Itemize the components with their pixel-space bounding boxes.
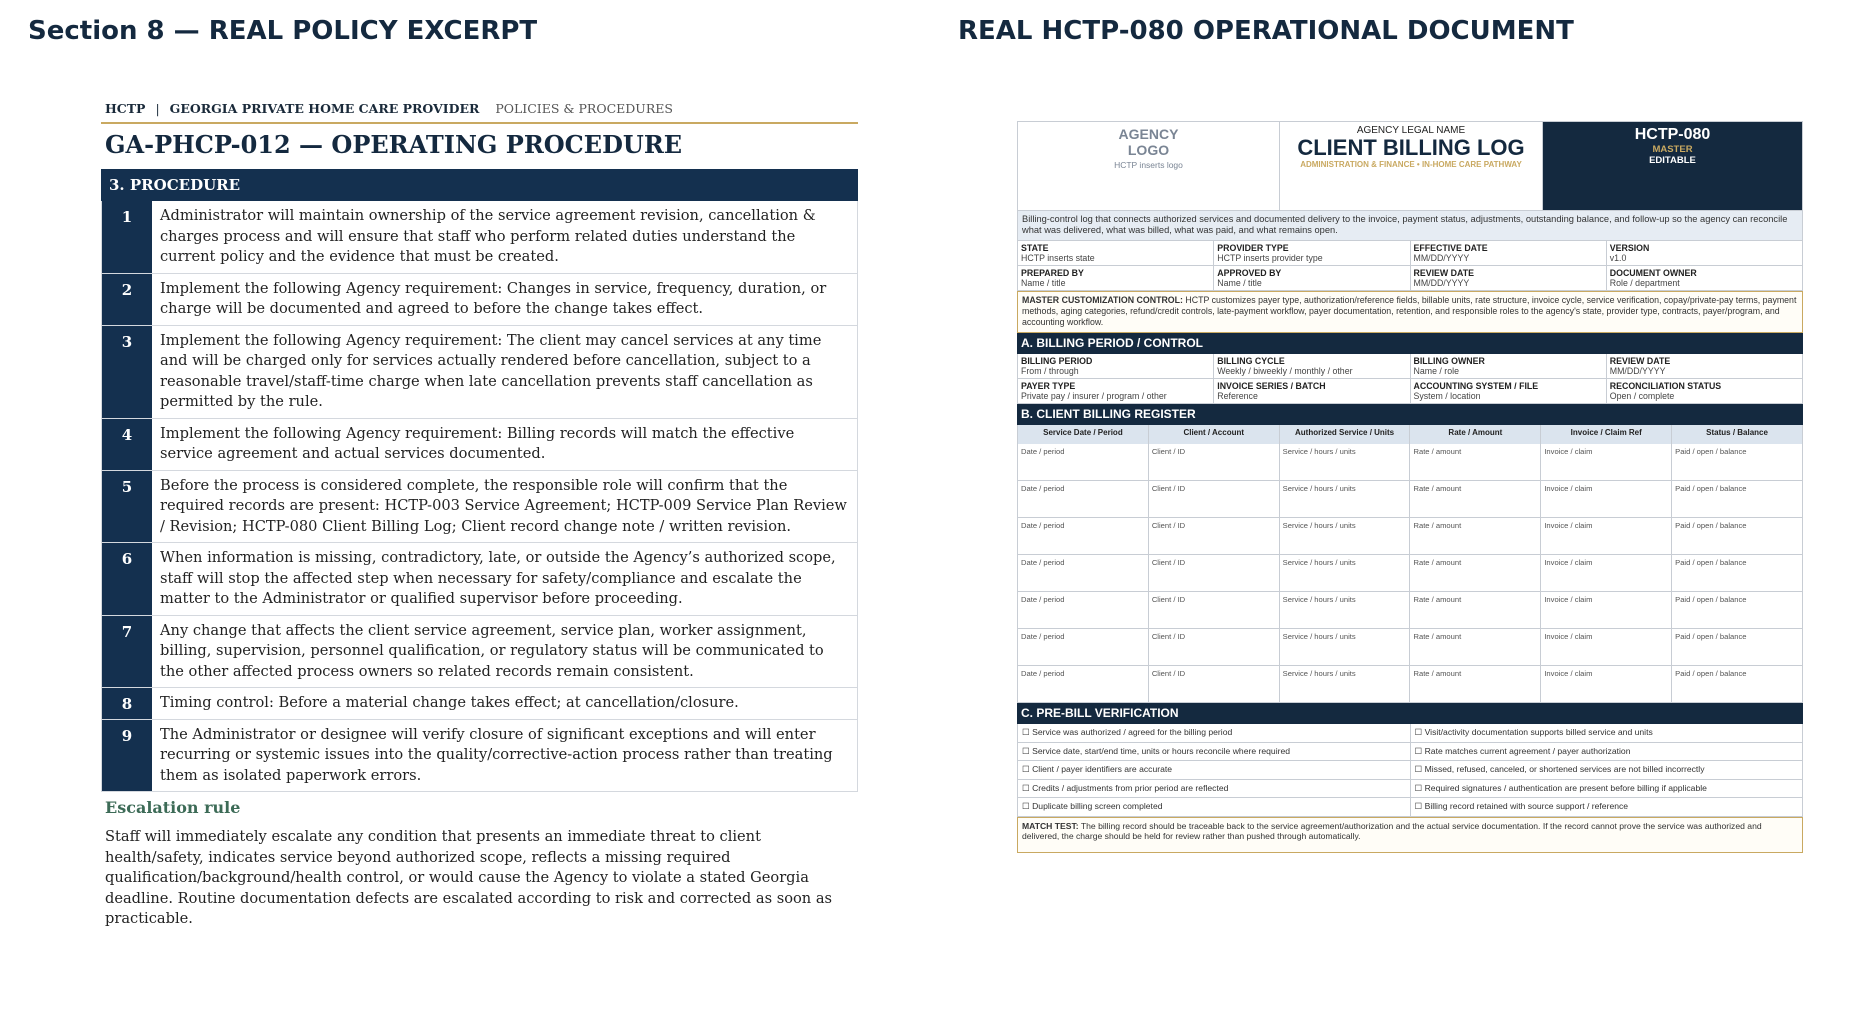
field-value[interactable]: Name / title (1021, 278, 1066, 288)
procedure-step (102, 471, 857, 544)
field-value[interactable]: From / through (1021, 366, 1079, 376)
step-text: Implement the following Agency requirement: Changes in service, frequency, duration, or charge will be documented and agreed to before the change takes effect. (160, 279, 827, 317)
form-field[interactable] (1411, 266, 1607, 291)
logo-subtext: HCTP inserts logo (1114, 160, 1183, 170)
header-separator: | (155, 101, 160, 116)
register-cell[interactable]: Paid / open / balance (1672, 481, 1803, 518)
meta-row-1 (1017, 241, 1803, 266)
field-value[interactable]: Weekly / biweekly / monthly / other (1217, 366, 1353, 376)
register-row (1017, 629, 1803, 666)
step-text: Before the process is considered complete, the responsible role will confirm that the required records are present: HCTP-003 Service Agreement; HCTP-009 Service Plan Review / Revision; HCTP-080 Client Billing Log; Client record change note / written revision. (160, 476, 847, 535)
field-label: VERSION (1609, 243, 1650, 253)
field-label: DOCUMENT OWNER (1609, 268, 1697, 278)
register-cell[interactable]: Date / period (1018, 481, 1149, 518)
register-cell[interactable]: Client / ID (1149, 629, 1280, 666)
step-text: Administrator will maintain ownership of the service agreement revision, cancellation & charges process and will ensure that staff who perform related duties understand the current policy and the evidence that must be created. (160, 207, 816, 265)
register-cell[interactable]: Client / ID (1149, 444, 1280, 481)
register-column-header: Status / Balance (1672, 425, 1803, 444)
register-cell[interactable]: Service / hours / units (1280, 481, 1411, 518)
register-cell[interactable]: Paid / open / balance (1672, 592, 1803, 629)
form-title: CLIENT BILLING LOG (1297, 135, 1525, 160)
register-cell[interactable]: Rate / amount (1410, 518, 1541, 555)
master-text: HCTP customizes payer type, authorization/reference fields, billable units, rate structure, invoice cycle, service verification, copay/private-pay terms, payment methods, aging categories, refund/credit controls, late-payment workflow, payer documentation, retention, and responsible roles to the agency's state, provider type, contracts, payer/program, and accounting workflow. (1022, 295, 1797, 327)
register-cell[interactable]: Client / ID (1149, 555, 1280, 592)
register-column-header: Client / Account (1149, 425, 1280, 444)
register-cell[interactable]: Date / period (1018, 518, 1149, 555)
form-title-box (1280, 122, 1543, 210)
form-field[interactable] (1607, 379, 1803, 404)
form-field[interactable] (1214, 241, 1410, 266)
field-value[interactable]: MM/DD/YYYY (1609, 366, 1666, 376)
form-field[interactable] (1607, 241, 1803, 266)
field-label: PROVIDER TYPE (1217, 243, 1289, 253)
field-label: INVOICE SERIES / BATCH (1217, 381, 1326, 391)
field-label: BILLING CYCLE (1217, 356, 1285, 366)
checklist-item[interactable]: ☐ Missed, refused, canceled, or shortened services are not billed incorrectly (1411, 761, 1804, 780)
step-number: 7 (102, 616, 152, 688)
field-value[interactable]: HCTP inserts provider type (1217, 253, 1323, 263)
master-label: MASTER CUSTOMIZATION CONTROL: (1022, 295, 1183, 305)
field-value[interactable]: Name / role (1413, 366, 1459, 376)
form-field[interactable] (1607, 354, 1803, 379)
meta-row-2 (1017, 266, 1803, 291)
logo-text-1: AGENCY (1118, 126, 1179, 142)
register-cell[interactable]: Date / period (1018, 666, 1149, 703)
form-field[interactable] (1018, 379, 1214, 404)
register-row (1017, 592, 1803, 629)
step-text: Implement the following Agency requirement: The client may cancel services at any time and will be charged only for services actually rendered before cancellation, subject to a reasonable travel/staff-time charge when late cancellation prevents staff cancellation as permitted by the rule. (160, 331, 822, 410)
checklist-item[interactable]: ☐ Service date, start/end time, units or hours reconcile where required (1018, 743, 1411, 762)
step-number: 3 (102, 326, 152, 418)
billing-log-form (1017, 121, 1803, 853)
checklist-item[interactable]: ☐ Billing record retained with source support / reference (1411, 798, 1804, 817)
register-column-header: Rate / Amount (1410, 425, 1541, 444)
section-b-heading: B. CLIENT BILLING REGISTER (1017, 404, 1803, 425)
escalation-text: Staff will immediately escalate any condition that presents an immediate threat to client health/safety, indicates service beyond authorized scope, reflects a missing required qualification/background/health control, or would cause the Agency to violate a stated Georgia deadline. Routine documentation defects are escalated according to risk and corrected as soon as practicable. (105, 828, 833, 927)
checklist-item[interactable]: ☐ Duplicate billing screen completed (1018, 798, 1411, 817)
register-cell[interactable]: Rate / amount (1410, 555, 1541, 592)
register-cell[interactable]: Rate / amount (1410, 629, 1541, 666)
procedure-step (102, 688, 857, 720)
checklist-item[interactable]: ☐ Client / payer identifiers are accurate (1018, 761, 1411, 780)
header-org: HCTP (105, 101, 146, 116)
procedure-step (102, 543, 857, 616)
register-row (1017, 666, 1803, 703)
checklist-left-column (1018, 724, 1411, 817)
pre-bill-checklist (1017, 724, 1803, 817)
agency-logo-box (1018, 122, 1280, 210)
register-cell[interactable]: Invoice / claim (1541, 666, 1672, 703)
procedure-step (102, 419, 857, 471)
register-cell[interactable]: Paid / open / balance (1672, 518, 1803, 555)
step-text: Implement the following Agency requirement: Billing records will match the effective service agreement and actual services documented. (160, 424, 795, 462)
form-field[interactable] (1214, 379, 1410, 404)
step-text: When information is missing, contradictory, late, or outside the Agency’s authorized scope, staff will stop the affected step when necessary for safety/compliance and escalate the matter to the Administrator or qualified supervisor before proceeding. (160, 549, 836, 607)
register-row (1017, 444, 1803, 481)
register-cell[interactable]: Service / hours / units (1280, 444, 1411, 481)
field-label: ACCOUNTING SYSTEM / FILE (1413, 381, 1539, 391)
form-field[interactable] (1018, 266, 1214, 291)
match-test (1017, 817, 1803, 853)
step-text: Timing control: Before a material change takes effect; at cancellation/closure. (160, 694, 739, 711)
section-a-heading: A. BILLING PERIOD / CONTROL (1017, 333, 1803, 354)
field-label: PAYER TYPE (1021, 381, 1076, 391)
step-text: Any change that affects the client service agreement, service plan, worker assignment, billing, supervision, personnel qualification, or regulatory status will be communicated to the other affected process owners so related records remain consistent. (160, 621, 824, 680)
header-section: POLICIES & PROCEDURES (495, 101, 673, 116)
form-editable-label: EDITABLE (1649, 155, 1696, 166)
policy-excerpt (101, 97, 858, 930)
step-number: 4 (102, 419, 152, 470)
match-label: MATCH TEST: (1022, 820, 1079, 831)
field-label: BILLING PERIOD (1021, 356, 1093, 366)
step-number: 6 (102, 543, 152, 615)
field-value[interactable]: Name / title (1217, 278, 1262, 288)
agency-legal-name-label: AGENCY LEGAL NAME (1356, 125, 1466, 136)
form-field[interactable] (1411, 241, 1607, 266)
register-cell[interactable]: Invoice / claim (1541, 518, 1672, 555)
field-value[interactable]: System / location (1413, 391, 1481, 401)
section-c-heading: C. PRE-BILL VERIFICATION (1017, 703, 1803, 724)
register-cell[interactable]: Client / ID (1149, 518, 1280, 555)
checklist-right-column (1411, 724, 1804, 817)
register-cell[interactable]: Service / hours / units (1280, 592, 1411, 629)
policy-title: GA-PHCP-012 — OPERATING PROCEDURE (105, 130, 683, 159)
form-code-box (1543, 122, 1802, 210)
register-header (1017, 425, 1803, 444)
header-provider: GEORGIA PRIVATE HOME CARE PROVIDER (169, 101, 480, 116)
register-cell[interactable]: Paid / open / balance (1672, 666, 1803, 703)
register-cell[interactable]: Paid / open / balance (1672, 444, 1803, 481)
field-label: PREPARED BY (1021, 268, 1084, 278)
field-label: APPROVED BY (1217, 268, 1282, 278)
procedure-step (102, 616, 857, 689)
register-cell[interactable]: Date / period (1018, 592, 1149, 629)
field-label: STATE (1021, 243, 1049, 253)
policy-header (101, 97, 858, 124)
register-cell[interactable]: Client / ID (1149, 592, 1280, 629)
register-cell[interactable]: Invoice / claim (1541, 592, 1672, 629)
escalation-heading: Escalation rule (105, 798, 241, 817)
field-value[interactable]: HCTP inserts state (1021, 253, 1095, 263)
field-label: EFFECTIVE DATE (1413, 243, 1488, 253)
form-code: HCTP-080 (1634, 126, 1711, 143)
form-field[interactable] (1411, 379, 1607, 404)
checklist-item[interactable]: ☐ Service was authorized / agreed for the billing period (1018, 724, 1411, 743)
field-label: REVIEW DATE (1609, 356, 1671, 366)
register-row (1017, 481, 1803, 518)
register-row (1017, 555, 1803, 592)
procedure-step (102, 274, 857, 326)
register-cell[interactable]: Invoice / claim (1541, 481, 1672, 518)
form-header (1017, 121, 1803, 211)
register-cell[interactable]: Client / ID (1149, 666, 1280, 703)
register-cell[interactable]: Paid / open / balance (1672, 629, 1803, 666)
procedure-heading: 3. PROCEDURE (101, 169, 858, 201)
procedure-step (102, 326, 857, 419)
field-value[interactable]: MM/DD/YYYY (1413, 278, 1470, 288)
right-section-title: REAL HCTP-080 OPERATIONAL DOCUMENT (958, 16, 1574, 46)
register-row (1017, 518, 1803, 555)
form-field[interactable] (1018, 354, 1214, 379)
left-section-title: Section 8 — REAL POLICY EXCERPT (28, 16, 538, 46)
field-value[interactable]: Role / department (1609, 278, 1680, 288)
form-intro: Billing-control log that connects authorized services and documented delivery to the invoice, payment status, adjustments, outstanding balance, and follow-up so the agency can reconcile what was delivered, what was billed, what was paid, and what remains open. (1017, 211, 1803, 241)
checklist-item[interactable]: ☐ Required signatures / authentication are present before billing if applicable (1411, 780, 1804, 799)
procedure-steps (101, 201, 858, 792)
step-text: The Administrator or designee will verify closure of significant exceptions and will enter recurring or systemic issues into the quality/corrective-action process rather than treating them as isolated paperwork errors. (160, 725, 833, 784)
step-number: 2 (102, 274, 152, 325)
form-field[interactable] (1214, 266, 1410, 291)
form-field[interactable] (1214, 354, 1410, 379)
register-cell[interactable]: Invoice / claim (1541, 629, 1672, 666)
field-label: BILLING OWNER (1413, 356, 1485, 366)
register-cell[interactable]: Rate / amount (1410, 666, 1541, 703)
register-cell[interactable]: Rate / amount (1410, 592, 1541, 629)
register-body (1017, 444, 1803, 703)
field-value[interactable]: MM/DD/YYYY (1413, 253, 1470, 263)
step-number: 8 (102, 688, 152, 719)
register-cell[interactable]: Client / ID (1149, 481, 1280, 518)
form-subtitle: ADMINISTRATION & FINANCE • IN-HOME CARE PATHWAY (1300, 160, 1522, 169)
checklist-item[interactable]: ☐ Visit/activity documentation supports billed service and units (1411, 724, 1804, 743)
step-number: 1 (102, 201, 152, 273)
register-cell[interactable]: Date / period (1018, 555, 1149, 592)
field-label: REVIEW DATE (1413, 268, 1474, 278)
checklist-item[interactable]: ☐ Rate matches current agreement / payer authorization (1411, 743, 1804, 762)
field-value[interactable]: Open / complete (1609, 391, 1675, 401)
register-cell[interactable]: Service / hours / units (1280, 518, 1411, 555)
register-cell[interactable]: Paid / open / balance (1672, 555, 1803, 592)
field-value[interactable]: v1.0 (1609, 253, 1627, 263)
form-master-label: MASTER (1652, 144, 1693, 155)
billing-control-row-1 (1017, 354, 1803, 379)
register-column-header: Authorized Service / Units (1280, 425, 1411, 444)
register-cell[interactable]: Rate / amount (1410, 444, 1541, 481)
field-value[interactable]: Private pay / insurer / program / other (1021, 391, 1167, 401)
match-text: The billing record should be traceable back to the service agreement/authorization and the actual service documentation. If the record cannot prove the service was authorized and delivered, the charge should be held for review rather than pushed through automatically. (1022, 820, 1762, 841)
field-value[interactable]: Reference (1217, 391, 1258, 401)
register-cell[interactable]: Invoice / claim (1541, 444, 1672, 481)
master-customization-control (1017, 291, 1803, 333)
form-field[interactable] (1411, 354, 1607, 379)
logo-text-2: LOGO (1127, 142, 1170, 158)
step-number: 5 (102, 471, 152, 543)
register-cell[interactable]: Service / hours / units (1280, 555, 1411, 592)
register-cell[interactable]: Service / hours / units (1280, 629, 1411, 666)
register-cell[interactable]: Service / hours / units (1280, 666, 1411, 703)
procedure-step (102, 720, 857, 793)
register-column-header: Service Date / Period (1018, 425, 1149, 444)
field-label: RECONCILIATION STATUS (1609, 381, 1722, 391)
register-cell[interactable]: Date / period (1018, 629, 1149, 666)
form-field[interactable] (1607, 266, 1803, 291)
register-cell[interactable]: Invoice / claim (1541, 555, 1672, 592)
register-column-header: Invoice / Claim Ref (1541, 425, 1672, 444)
register-cell[interactable]: Date / period (1018, 444, 1149, 481)
procedure-step (102, 201, 857, 274)
register-cell[interactable]: Rate / amount (1410, 481, 1541, 518)
billing-control-row-2 (1017, 379, 1803, 404)
checklist-item[interactable]: ☐ Credits / adjustments from prior period are reflected (1018, 780, 1411, 799)
form-field[interactable] (1018, 241, 1214, 266)
step-number: 9 (102, 720, 152, 792)
